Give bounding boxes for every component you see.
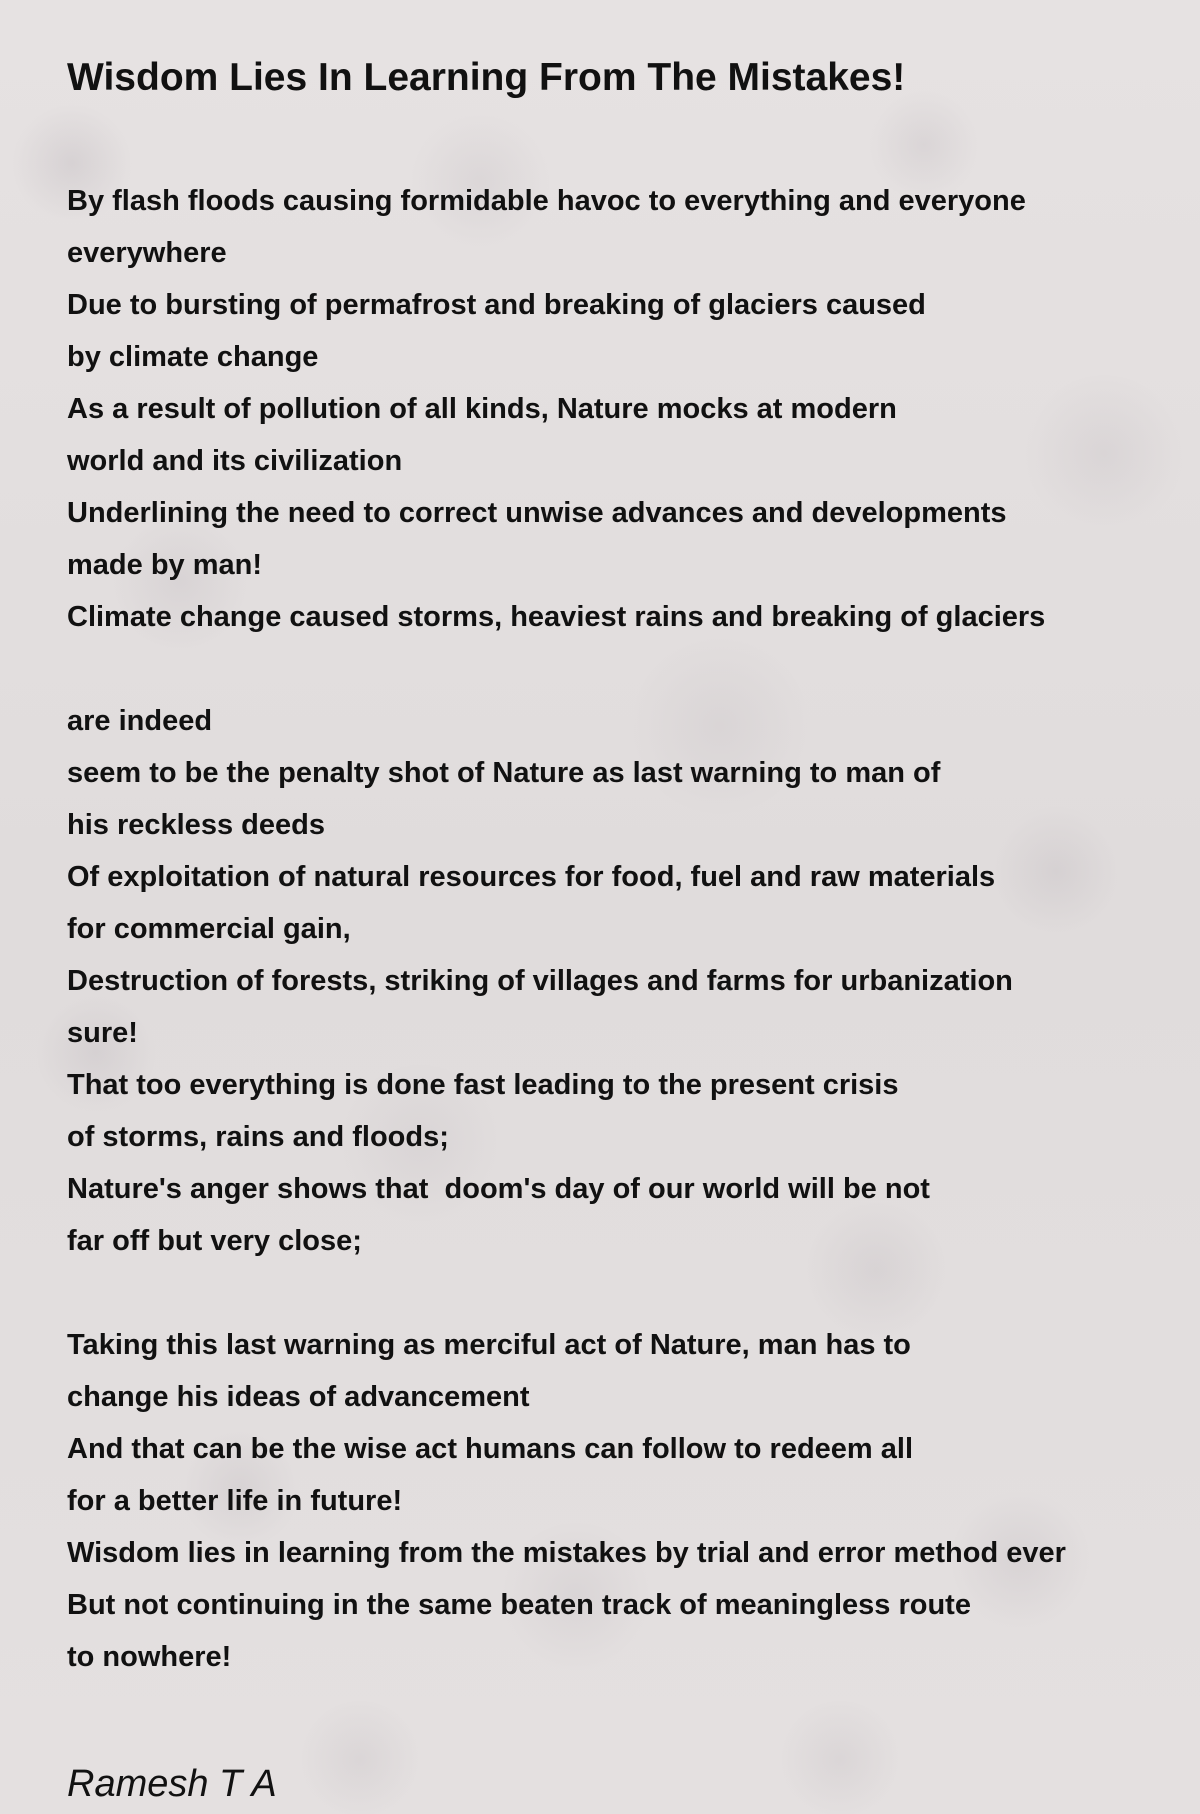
poem-blank-line — [67, 643, 1187, 695]
poem-line: far off but very close; — [67, 1225, 362, 1257]
poem-body — [67, 175, 1187, 1683]
poem-line: made by man! — [67, 549, 262, 581]
poem-line: And that can be the wise act humans can follow to redeem all — [67, 1433, 914, 1465]
poem-line: world and its civilization — [67, 445, 403, 477]
poem-blank-line — [67, 1267, 1187, 1319]
poem-line: of storms, rains and floods; — [67, 1121, 449, 1153]
poem-line: seem to be the penalty shot of Nature as last warning to man of — [67, 757, 941, 789]
poem-title: Wisdom Lies In Learning From The Mistakes! — [67, 56, 906, 99]
poem-line: everywhere — [67, 237, 227, 269]
poem-line: for a better life in future! — [67, 1485, 403, 1517]
poem-line: Nature's anger shows that doom's day of our world will be not — [67, 1173, 930, 1205]
poem-line: by climate change — [67, 341, 319, 373]
poem-line: By flash floods causing formidable havoc to everything and everyone — [67, 185, 1026, 217]
poem-line: sure! — [67, 1017, 138, 1049]
poem-line: But not continuing in the same beaten track of meaningless route — [67, 1589, 971, 1621]
poem-line: As a result of pollution of all kinds, Nature mocks at modern — [67, 393, 897, 425]
poem-line: Taking this last warning as merciful act of Nature, man has to — [67, 1329, 911, 1361]
poem-line: are indeed — [67, 705, 213, 737]
poem-line: his reckless deeds — [67, 809, 325, 841]
poem-container — [67, 48, 1187, 1809]
poem-line: for commercial gain, — [67, 913, 351, 945]
poem-line: change his ideas of advancement — [67, 1381, 530, 1413]
poem-line: to nowhere! — [67, 1641, 232, 1673]
poem-line: Wisdom lies in learning from the mistakes by trial and error method ever — [67, 1537, 1066, 1569]
poem-line: Climate change caused storms, heaviest rains and breaking of glaciers — [67, 601, 1046, 633]
poem-line: Underlining the need to correct unwise advances and developments — [67, 497, 1007, 529]
poem-line: That too everything is done fast leading to the present crisis — [67, 1069, 899, 1101]
poem-line: Due to bursting of permafrost and breaking of glaciers caused — [67, 289, 926, 321]
poem-line: Destruction of forests, striking of villages and farms for urbanization — [67, 965, 1013, 997]
poem-author: Ramesh T A — [67, 1763, 277, 1805]
poem-line: Of exploitation of natural resources for food, fuel and raw materials — [67, 861, 996, 893]
